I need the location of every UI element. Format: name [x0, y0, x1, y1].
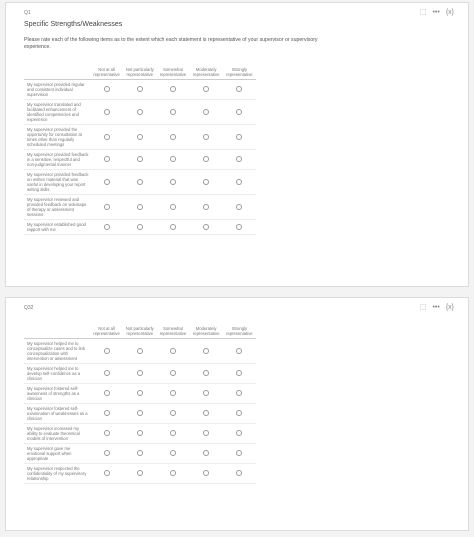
radio-button[interactable] [104, 204, 110, 210]
column-header: Somewhat representative [156, 324, 189, 339]
radio-cell [190, 464, 223, 484]
radio-button[interactable] [104, 134, 110, 140]
radio-button[interactable] [170, 109, 176, 115]
radio-cell [90, 364, 123, 384]
row-statement: My supervisor helped me to conceptualize cases and to link conceptualization with intervention or assessment [24, 339, 90, 364]
row-statement: My supervisor respected the confidentiality of my supervisory relationship [24, 464, 90, 484]
radio-cell [190, 404, 223, 424]
radio-button[interactable] [170, 410, 176, 416]
radio-button[interactable] [203, 390, 209, 396]
radio-cell [223, 170, 256, 195]
radio-button[interactable] [203, 204, 209, 210]
row-statement: My supervisor reviewed and provided feedback on videotape of therapy or assessment sessions [24, 195, 90, 220]
radio-button[interactable] [170, 224, 176, 230]
radio-button[interactable] [137, 348, 143, 354]
radio-button[interactable] [137, 470, 143, 476]
radio-cell [156, 444, 189, 464]
radio-button[interactable] [203, 86, 209, 92]
radio-button[interactable] [104, 450, 110, 456]
row-statement: My supervisor helped me to develop self-confidence as a clinician [24, 364, 90, 384]
radio-cell [223, 100, 256, 125]
matrix-row [24, 195, 256, 220]
radio-button[interactable] [203, 134, 209, 140]
radio-button[interactable] [236, 86, 242, 92]
matrix-row [24, 150, 256, 170]
more-icon[interactable]: ••• [432, 304, 440, 311]
row-statement: My supervisor increased my ability to evaluate theoretical models of intervention [24, 424, 90, 444]
radio-button[interactable] [170, 179, 176, 185]
radio-button[interactable] [137, 156, 143, 162]
radio-cell [190, 100, 223, 125]
radio-cell [223, 404, 256, 424]
radio-button[interactable] [236, 204, 242, 210]
column-header: Not at all representative [90, 324, 123, 339]
radio-cell [90, 195, 123, 220]
radio-cell [223, 339, 256, 364]
radio-cell [90, 170, 123, 195]
radio-cell [123, 339, 156, 364]
code-icon[interactable]: {x} [445, 9, 454, 16]
radio-cell [123, 100, 156, 125]
radio-button[interactable] [104, 348, 110, 354]
row-statement: My supervisor provided feedback on written material that was useful in developing your report writing skills [24, 170, 90, 195]
radio-cell [223, 80, 256, 100]
radio-cell [190, 444, 223, 464]
radio-button[interactable] [170, 134, 176, 140]
column-header: Strongly representative [223, 324, 256, 339]
radio-cell [156, 364, 189, 384]
radio-cell [90, 444, 123, 464]
matrix-header-row [24, 324, 256, 339]
radio-cell [90, 125, 123, 150]
matrix-row [24, 339, 256, 364]
column-header: Strongly representative [223, 65, 256, 80]
radio-button[interactable] [137, 204, 143, 210]
radio-button[interactable] [170, 470, 176, 476]
matrix-row [24, 80, 256, 100]
row-statement: My supervisor provided the opportunity for consultation at times other than regularly scheduled meetings [24, 125, 90, 150]
radio-cell [156, 125, 189, 150]
radio-cell [190, 220, 223, 235]
question-title: Specific Strengths/Weaknesses [24, 21, 123, 28]
radio-button[interactable] [104, 156, 110, 162]
matrix-header-row [24, 65, 256, 80]
radio-cell [123, 444, 156, 464]
row-statement: My supervisor gave me emotional support when appropriate [24, 444, 90, 464]
matrix-row [24, 220, 256, 235]
row-statement: My supervisor translated and facilitated enhancement of identified competencies and experience [24, 100, 90, 125]
paint-bucket-icon[interactable]: ⬚ [419, 9, 427, 16]
radio-cell [223, 220, 256, 235]
radio-button[interactable] [170, 430, 176, 436]
radio-button[interactable] [104, 86, 110, 92]
radio-button[interactable] [104, 390, 110, 396]
radio-button[interactable] [236, 134, 242, 140]
radio-cell [156, 80, 189, 100]
radio-button[interactable] [203, 410, 209, 416]
row-statement: My supervisor established good rapport with me [24, 220, 90, 235]
radio-cell [190, 195, 223, 220]
radio-cell [123, 195, 156, 220]
matrix-corner [24, 65, 90, 80]
radio-cell [123, 384, 156, 404]
radio-button[interactable] [203, 430, 209, 436]
radio-cell [123, 80, 156, 100]
radio-cell [223, 444, 256, 464]
question-id: Q1 [24, 10, 31, 16]
radio-button[interactable] [137, 134, 143, 140]
matrix-row [24, 424, 256, 444]
radio-cell [156, 150, 189, 170]
more-icon[interactable]: ••• [432, 9, 440, 16]
radio-cell [123, 150, 156, 170]
radio-cell [190, 125, 223, 150]
radio-cell [123, 220, 156, 235]
radio-cell [223, 364, 256, 384]
column-header: Moderately representative [190, 324, 223, 339]
radio-button[interactable] [236, 370, 242, 376]
radio-button[interactable] [104, 109, 110, 115]
question-card-q2 [5, 297, 469, 531]
radio-cell [223, 195, 256, 220]
radio-button[interactable] [137, 390, 143, 396]
radio-cell [90, 339, 123, 364]
radio-button[interactable] [170, 348, 176, 354]
radio-button[interactable] [137, 410, 143, 416]
radio-cell [223, 464, 256, 484]
radio-button[interactable] [236, 156, 242, 162]
radio-cell [223, 424, 256, 444]
radio-cell [190, 339, 223, 364]
matrix-row [24, 170, 256, 195]
radio-button[interactable] [236, 109, 242, 115]
radio-cell [90, 464, 123, 484]
radio-button[interactable] [170, 450, 176, 456]
row-statement: My supervisor provided feedback in a sensitive, respectful and non-judgmental manner [24, 150, 90, 170]
radio-button[interactable] [203, 179, 209, 185]
radio-button[interactable] [236, 179, 242, 185]
radio-button[interactable] [170, 156, 176, 162]
radio-button[interactable] [203, 156, 209, 162]
matrix-table [24, 324, 256, 484]
radio-cell [156, 384, 189, 404]
matrix-row [24, 384, 256, 404]
radio-cell [190, 384, 223, 404]
radio-cell [223, 384, 256, 404]
matrix-table [24, 65, 256, 235]
radio-cell [190, 170, 223, 195]
radio-cell [190, 364, 223, 384]
radio-cell [90, 384, 123, 404]
radio-button[interactable] [170, 390, 176, 396]
question-text: Please rate each of the following items as to the extent which each statement is representative of your supervisor or supervisory experience. [24, 37, 318, 50]
radio-cell [123, 424, 156, 444]
radio-button[interactable] [170, 204, 176, 210]
radio-cell [123, 125, 156, 150]
radio-button[interactable] [170, 370, 176, 376]
radio-cell [90, 150, 123, 170]
radio-cell [123, 404, 156, 424]
radio-button[interactable] [137, 430, 143, 436]
paint-bucket-icon[interactable]: ⬚ [419, 304, 427, 311]
column-header: Not at all representative [90, 65, 123, 80]
radio-cell [190, 80, 223, 100]
row-statement: My supervisor provided regular and consistent individual supervision [24, 80, 90, 100]
radio-button[interactable] [170, 86, 176, 92]
radio-button[interactable] [203, 450, 209, 456]
radio-button[interactable] [236, 450, 242, 456]
radio-button[interactable] [104, 224, 110, 230]
radio-cell [156, 195, 189, 220]
radio-cell [156, 339, 189, 364]
radio-button[interactable] [104, 470, 110, 476]
radio-button[interactable] [203, 370, 209, 376]
radio-cell [90, 424, 123, 444]
matrix-row [24, 100, 256, 125]
radio-cell [123, 364, 156, 384]
radio-cell [90, 220, 123, 235]
radio-button[interactable] [104, 179, 110, 185]
radio-button[interactable] [137, 370, 143, 376]
radio-button[interactable] [236, 430, 242, 436]
radio-button[interactable] [203, 109, 209, 115]
radio-cell [156, 404, 189, 424]
radio-cell [156, 100, 189, 125]
matrix-row [24, 125, 256, 150]
radio-button[interactable] [203, 348, 209, 354]
radio-button[interactable] [137, 109, 143, 115]
radio-button[interactable] [236, 224, 242, 230]
column-header: Not particularly representative [123, 324, 156, 339]
column-header: Not particularly representative [123, 65, 156, 80]
matrix-row [24, 464, 256, 484]
radio-cell [156, 464, 189, 484]
radio-button[interactable] [203, 470, 209, 476]
radio-cell [190, 424, 223, 444]
radio-button[interactable] [236, 470, 242, 476]
row-statement: My supervisor fostered self-awareness of strengths as a clinician [24, 384, 90, 404]
question-toolbar [420, 304, 454, 312]
radio-button[interactable] [104, 410, 110, 416]
radio-button[interactable] [137, 86, 143, 92]
question-id: Q32 [24, 305, 34, 311]
radio-cell [156, 424, 189, 444]
radio-cell [156, 170, 189, 195]
radio-cell [123, 170, 156, 195]
radio-button[interactable] [104, 430, 110, 436]
radio-cell [223, 150, 256, 170]
matrix-row [24, 444, 256, 464]
row-statement: My supervisor fostered self-examination of weaknesses as a clinician [24, 404, 90, 424]
radio-cell [90, 100, 123, 125]
radio-button[interactable] [236, 390, 242, 396]
radio-cell [156, 220, 189, 235]
radio-button[interactable] [137, 179, 143, 185]
radio-cell [90, 80, 123, 100]
matrix-row [24, 364, 256, 384]
radio-cell [90, 404, 123, 424]
code-icon[interactable]: {x} [445, 304, 454, 311]
column-header: Moderately representative [190, 65, 223, 80]
radio-button[interactable] [203, 224, 209, 230]
radio-button[interactable] [104, 370, 110, 376]
column-header: Somewhat representative [156, 65, 189, 80]
radio-cell [123, 464, 156, 484]
question-card-q1 [5, 2, 469, 287]
radio-cell [223, 125, 256, 150]
matrix-row [24, 404, 256, 424]
matrix-corner [24, 324, 90, 339]
radio-button[interactable] [137, 450, 143, 456]
radio-cell [190, 150, 223, 170]
radio-button[interactable] [236, 410, 242, 416]
radio-button[interactable] [236, 348, 242, 354]
radio-button[interactable] [137, 224, 143, 230]
question-toolbar [420, 9, 454, 17]
